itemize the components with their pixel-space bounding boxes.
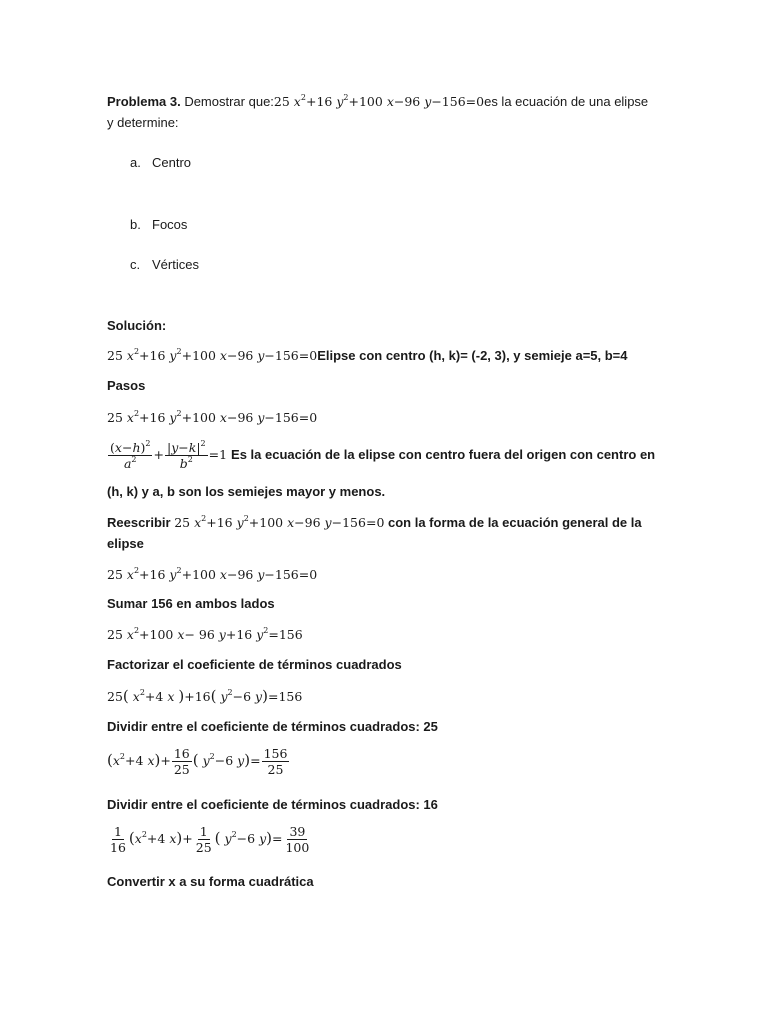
equation-step-1: 25 $x^2+16$ $y^2+100$ x−96 y−156=0 <box>107 409 318 425</box>
problem-after-eq: es la ecuación de una elipse <box>484 94 649 109</box>
equation-step-6: $\frac{1}{16}$ ($x^2+4$ x)+ $\frac{1}{25}$ ( $y^2-6$ y)= $\frac{39}{100}$ <box>110 824 310 855</box>
equation-step-4: 25( $x^2+4$ x )+16( $y^2-6$ y)=156 <box>107 687 303 705</box>
ellipse-standard-form: $\frac{(x-h)^2}{a^2}$ + $\frac{|y-k|^2}{b^2}$ =1 <box>110 439 228 471</box>
solution-result: Elipse con centro (h, k)= (-2, 3), y semieje a=5, b=4 <box>317 348 628 363</box>
step-convert: Convertir x a su forma cuadrática <box>107 874 314 889</box>
equation-main: 25 $x^2+16$ $y^2+100$ x−96 y−156=0 <box>273 93 485 109</box>
problem-label: Problema 3. <box>107 94 181 109</box>
problem-line-1 <box>107 93 648 111</box>
list-item-centro: a. Centro <box>130 155 192 170</box>
step-div16: Dividir entre el coeficiente de términos cuadrados: 16 <box>107 797 438 812</box>
steps-heading: Pasos <box>107 378 146 393</box>
step-factor: Factorizar el coeficiente de términos cuadrados <box>107 657 402 672</box>
equation-main: 25 $x^2+16$ $y^2+100$ x−96 y−156=0 <box>107 347 318 363</box>
rewrite-line-2: elipse <box>107 536 144 551</box>
step-div25: Dividir entre el coeficiente de términos cuadrados: 25 <box>107 719 438 734</box>
solution-result-line <box>107 347 628 365</box>
step-add: Sumar 156 en ambos lados <box>107 596 275 611</box>
explanation-1: Es la ecuación de la elipse con centro fuera del origen con centro en <box>231 447 656 462</box>
list-item-vertices: c. Vértices <box>130 257 199 272</box>
list-item-focos: b. Focos <box>130 217 188 232</box>
equation-step-3: 25 $x^2+100$ x− 96 y+16 $y^2=156$ <box>107 626 303 642</box>
problem-line-2: y determine: <box>107 115 179 130</box>
rewrite-line: Reescribir 25 $x^2+16$ $y^2+100$ x−96 y−156=0 con la forma de la ecuación general de la <box>107 514 642 530</box>
equation-step-5: ($x^2+4$ x)+ $\frac{16}{25}$ ( $y^2-6$ y)= $\frac{156}{25}$ <box>107 746 288 777</box>
equation-step-2: 25 $x^2+16$ $y^2+100$ x−96 y−156=0 <box>107 566 318 582</box>
solution-heading: Solución: <box>107 318 167 333</box>
ellipse-standard-form-line <box>107 440 655 471</box>
problem-intro: Demostrar que: <box>180 94 274 109</box>
explanation-2: (h, k) y a, b son los semiejes mayor y menos. <box>107 484 386 499</box>
